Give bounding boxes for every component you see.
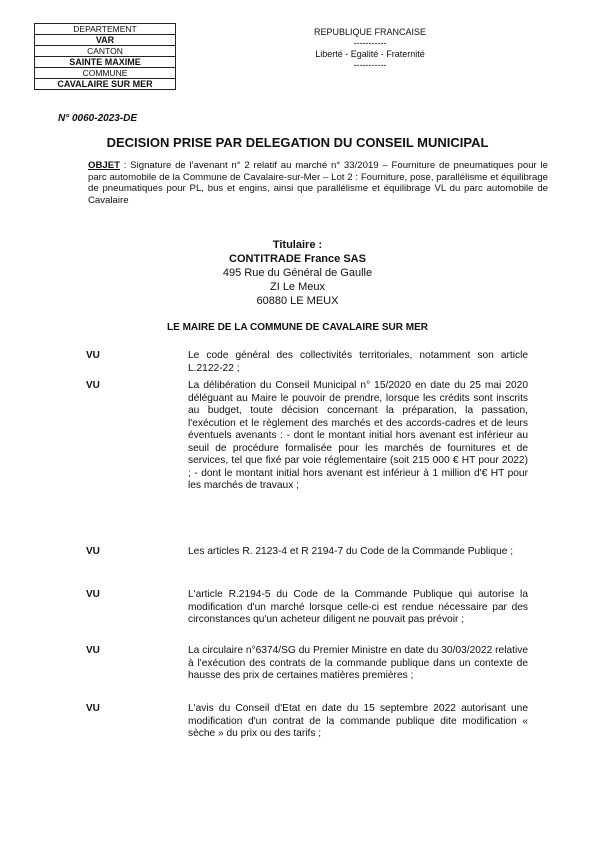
titulaire-name: CONTITRADE France SAS [229,253,366,265]
vu-label: VU [86,380,100,391]
titulaire-line: 60880 LE MEUX [256,295,339,307]
rep-line: ----------- [353,60,387,70]
rep-line: REPUBLIQUE FRANCAISE [313,27,427,37]
box-line: VAR [35,35,175,46]
objet-label: OBJET [88,160,120,171]
vu-label: VU [86,645,100,656]
decision-title: DECISION PRISE PAR DELEGATION DU CONSEIL MUNICIPAL [106,135,489,150]
vu-label: VU [86,350,100,361]
box-line: CAVALAIRE SUR MER [57,79,153,89]
decision-number: N° 0060-2023-DE [58,113,138,124]
admin-box [34,23,176,90]
vu-label: VU [86,546,100,557]
titulaire-line: ZI Le Meux [269,281,326,293]
vu-text: L'article R.2194-5 du Code de la Commande Publique qui autorise la modification d'un marché lorsque celle-ci est rendue nécessaire par des circonstances qu'un acheteur diligent ne pouvait pas prévoir ; [188,589,528,625]
vu-text: Le code général des collectivités territoriales, notamment son article L.2122-22 ; [188,350,528,374]
vu-text: La délibération du Conseil Municipal n° 15/2020 en date du 25 mai 2020 déléguant au Maire le pouvoir de prendre, lorsque les crédits sont inscrits au budget, toute décision concernant la préparation, la passation, l'exécution et le règlement des marchés et des accords-cadres et de leurs éventuels avenants : - dont le montant initial hors avenant est inférieur au seuil de procédure formalisée pour les marchés de fournitures et de services, tel que fixé par voie réglementaire (soit 215 000 € HT pour 2022) ; - dont le montant initial hors avenant est inférieur à 1 million d'€ HT pour les marchés de travaux ; [188,380,528,491]
box-line: CANTON [35,46,175,57]
box-line: COMMUNE [35,68,175,79]
vu-label: VU [86,589,100,600]
titulaire-label: Titulaire : [272,239,323,251]
titulaire-block [0,238,595,308]
objet-text [88,160,548,206]
republique-block [300,27,440,71]
maire-heading: LE MAIRE DE LA COMMUNE DE CAVALAIRE SUR MER [167,322,428,333]
vu-text: La circulaire n°6374/SG du Premier Ministre en date du 30/03/2022 relative à l'exécution des contrats de la commande publique dans un contexte de hausse des prix de certaines matières premières ; [188,645,528,681]
objet-body: : Signature de l'avenant n° 2 relatif au marché n° 33/2019 – Fourniture de pneumatiques pour le parc automobile de la Commune de Cavalaire-sur-Mer – Lot 2 : Fourniture, pose, parallélisme et équilibrage de pneumatiques pour PL, bus et engins, ainsi que parallélisme et équilibrage VL du parc automobile de Cavalaire [88,160,548,206]
rep-line: ----------- [353,38,387,48]
vu-text: L'avis du Conseil d'Etat en date du 15 septembre 2022 autorisant une modification d'un contrat de la commande publique dite modification « sèche » du prix ou des tarifs ; [188,703,528,739]
rep-line: Liberté - Egalité - Fraternité [315,49,425,59]
titulaire-line: 495 Rue du Général de Gaulle [222,267,373,279]
box-line: SAINTE MAXIME [35,57,175,68]
box-line: DEPARTEMENT [35,24,175,35]
vu-label: VU [86,703,100,714]
vu-text: Les articles R. 2123-4 et R 2194-7 du Code de la Commande Publique ; [188,546,514,557]
